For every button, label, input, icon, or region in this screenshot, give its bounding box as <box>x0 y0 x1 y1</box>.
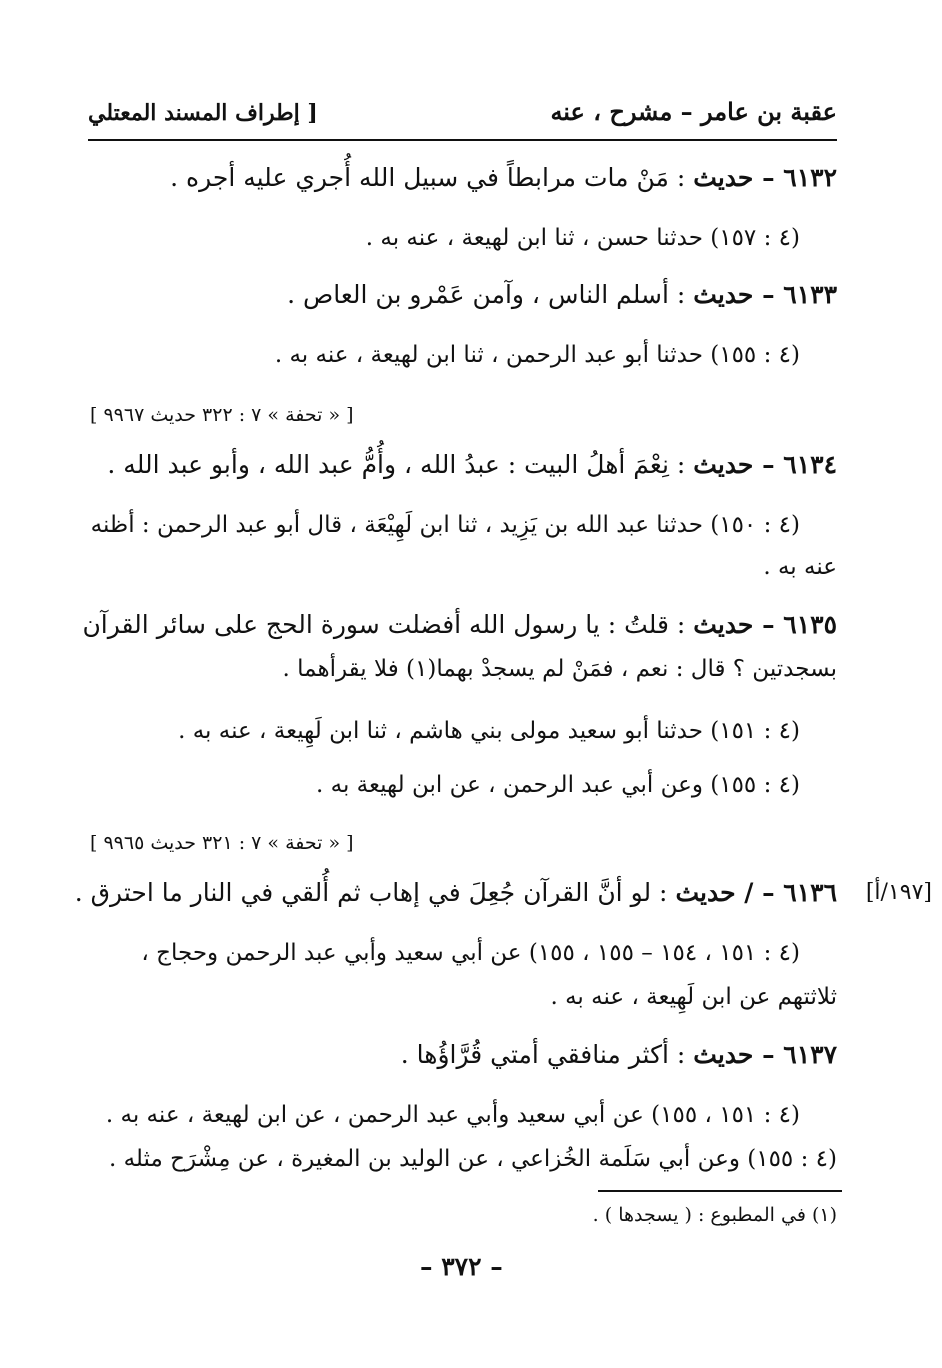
manuscript-folio-marker: [١٩٧/أ] <box>865 880 932 905</box>
isnad-6137-line1: (٤ : ١٥١ ، ١٥٥) عن أبي سعيد وأبي عبد الرحمن ، عن ابن لهيعة ، عنه به . <box>105 1102 800 1128</box>
hadith-separator: – / <box>735 878 784 907</box>
isnad-6137-line2: (٤ : ١٥٥) وعن أبي سَلَمة الخُزاعي ، عن الوليد بن المغيرة ، عن مِشْرَح مثله . <box>108 1146 837 1172</box>
hadith-separator: – <box>753 610 784 639</box>
footnote: (١) في المطبوع : ( يسجدها ) . <box>592 1204 837 1226</box>
hadith-keyword: حديث <box>693 610 754 639</box>
header-rule <box>88 139 837 141</box>
hadith-number: ٦١٣٧ <box>783 1040 837 1069</box>
hadith-keyword: حديث <box>693 280 754 309</box>
hadith-6136 <box>75 878 837 907</box>
hadith-keyword: حديث <box>693 1040 754 1069</box>
hadith-number: ٦١٣٥ <box>783 610 837 639</box>
isnad-6134-line1: (٤ : ١٥٠) حدثنا عبد الله بن يَزِيد ، ثنا ابن لَهِيْعَة ، قال أبو عبد الرحمن : أظنه <box>90 512 800 538</box>
isnad-6133: (٤ : ١٥٥) حدثنا أبو عبد الرحمن ، ثنا ابن لهيعة ، عنه به . <box>274 342 800 368</box>
isnad-6136-line2: ثلاثتهم عن ابن لَهِيعة ، عنه به . <box>550 984 837 1010</box>
hadith-6135-line2: بسجدتين ؟ قال : نعم ، فمَنْ لم يسجدْ بهما(١) فلا يقرأهما . <box>282 656 837 682</box>
isnad-6135-line1: (٤ : ١٥١) حدثنا أبو سعيد مولى بني هاشم ، ثنا ابن لَهِيعة ، عنه به . <box>178 718 800 744</box>
isnad-6135-line2: (٤ : ١٥٥) وعن أبي عبد الرحمن ، عن ابن لهيعة به . <box>316 772 800 798</box>
hadith-keyword: حديث <box>693 450 754 479</box>
isnad-6134-line2: عنه به . <box>763 554 837 580</box>
hadith-number: ٦١٣٢ <box>783 163 837 192</box>
hadith-separator: – <box>753 1040 784 1069</box>
hadith-separator: – <box>753 280 784 309</box>
hadith-keyword: حديث <box>675 878 736 907</box>
hadith-text: : أكثر منافقي أمتي قُرَّاؤُها . <box>400 1040 694 1069</box>
hadith-text: : قلتُ : يا رسول الله أفضلت سورة الحج على سائر القرآن <box>82 610 694 639</box>
isnad-6132: (٤ : ١٥٧) حدثنا حسن ، ثنا ابن لهيعة ، عنه به . <box>365 225 800 251</box>
running-header-title: عقبة بن عامر – مشرح ، عنه <box>550 97 837 126</box>
hadith-6132 <box>170 163 837 192</box>
footnote-rule <box>598 1190 842 1192</box>
tuhfa-reference: [ « تحفة » ٧ : ٣٢٢ حديث ٩٩٦٧ ] <box>90 404 354 426</box>
hadith-text: : نِعْمَ أهلُ البيت : عبدُ الله ، وأُمُّ عبد الله ، وأبو عبد الله . <box>107 450 694 479</box>
hadith-keyword: حديث <box>693 163 754 192</box>
hadith-number: ٦١٣٣ <box>783 280 837 309</box>
tuhfa-reference: [ « تحفة » ٧ : ٣٢١ حديث ٩٩٦٥ ] <box>90 832 354 854</box>
page-number: – ٣٧٢ – <box>420 1252 503 1281</box>
hadith-text: : لو أنَّ القرآن جُعِلَ في إهاب ثم أُلقي في النار ما احترق . <box>74 878 676 907</box>
hadith-separator: – <box>753 450 784 479</box>
hadith-6135 <box>82 610 837 639</box>
hadith-6134 <box>107 450 837 479</box>
hadith-number: ٦١٣٦ <box>783 878 837 907</box>
isnad-6136-line1: (٤ : ١٥١ ، ١٥٤ – ١٥٥ ، ١٥٥) عن أبي سعيد وأبي عبد الرحمن وحجاج ، <box>141 940 800 966</box>
running-header-book-title: [ إطراف المسند المعتلي <box>88 100 318 126</box>
hadith-text: : أسلم الناس ، وآمن عَمْرو بن العاص . <box>287 280 694 309</box>
hadith-text: : مَنْ مات مرابطاً في سبيل الله أُجري عليه أجره . <box>170 163 694 192</box>
hadith-number: ٦١٣٤ <box>783 450 837 479</box>
hadith-6137 <box>401 1040 837 1069</box>
hadith-separator: – <box>753 163 784 192</box>
hadith-6133 <box>287 280 837 309</box>
